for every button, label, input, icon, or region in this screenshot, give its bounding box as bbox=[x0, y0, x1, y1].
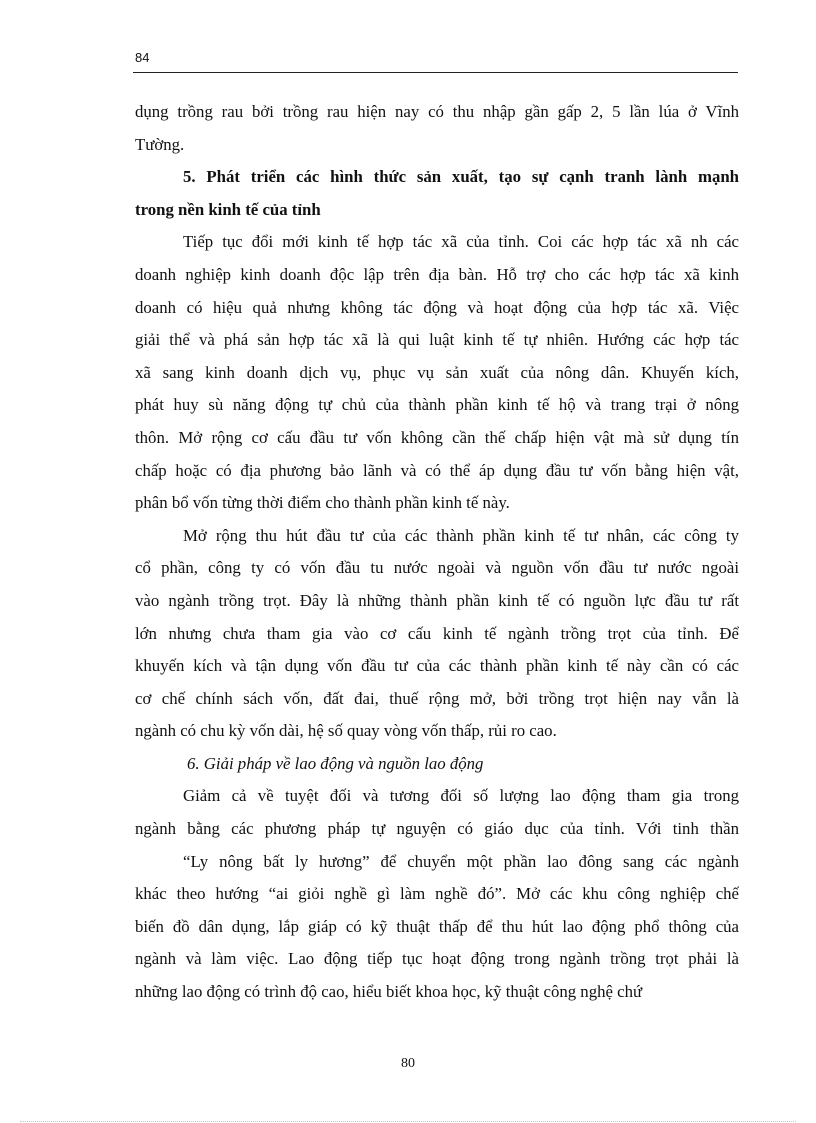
text-line: Giảm cả về tuyệt đối và tương đối số lượng lao động tham gia trong bbox=[183, 786, 739, 806]
text-line: cổ phần, công ty có vốn đầu tu nước ngoài và nguồn vốn đầu tư nước ngoài bbox=[135, 558, 739, 578]
section-heading: trong nền kinh tế của tỉnh bbox=[135, 199, 321, 219]
body-text bbox=[135, 96, 739, 1009]
text-line: “Ly nông bất ly hương” để chuyển một phần lao đông sang các ngành bbox=[183, 851, 739, 871]
text-line: Mở rộng thu hút đầu tư của các thành phần kinh tế tư nhân, các công ty bbox=[183, 525, 739, 545]
page-edge-divider bbox=[20, 1121, 796, 1122]
text-line: những lao động có trình độ cao, hiểu biết khoa học, kỹ thuật công nghệ chứ bbox=[135, 982, 643, 1002]
text-line: khuyến kích và tận dụng vốn đầu tư của các thành phần kinh tế này cần có các bbox=[135, 656, 739, 676]
text-line: vào ngành trồng trọt. Đây là những thành phần kinh tế có nguồn lực đầu tư rất bbox=[135, 590, 739, 610]
text-line: khác theo hướng “ai giỏi nghề gì làm nghề đó”. Mở các khu công nghiệp chế bbox=[135, 884, 739, 904]
text-line: phát huy sù năng động tự chủ của thành phần kinh tế hộ và trang trại ở nông bbox=[135, 395, 739, 415]
text-line: giải thể và phá sản hợp tác xã là qui luật kinh tế tự nhiên. Hướng các hợp tác bbox=[135, 330, 739, 350]
text-line: xã sang kinh doanh dịch vụ, phục vụ sản xuất của nông dân. Khuyến kích, bbox=[135, 362, 739, 382]
header-rule bbox=[133, 72, 738, 73]
section-heading: 6. Giải pháp về lao động và nguồn lao động bbox=[187, 753, 484, 773]
header-page-number: 84 bbox=[135, 50, 150, 65]
text-line: dụng trồng rau bởi trồng rau hiện nay có thu nhập gần gấp 2, 5 lần lúa ở Vĩnh bbox=[135, 102, 739, 121]
section-heading: 5. Phát triển các hình thức sản xuất, tạo sự cạnh tranh lành mạnh bbox=[183, 167, 739, 187]
text-line: ngành bằng các phương pháp tự nguyện có giáo dục của tỉnh. Với tinh thần bbox=[135, 819, 739, 839]
text-line: ngành có chu kỳ vốn dài, hệ số quay vòng vốn thấp, rủi ro cao. bbox=[135, 721, 557, 741]
text-line: lớn nhưng chưa tham gia vào cơ cấu kinh tế ngành trồng trọt của tỉnh. Để bbox=[135, 623, 739, 643]
text-line: biến đồ dân dụng, lắp giáp có kỹ thuật thấp để thu hút lao động phổ thông của bbox=[135, 916, 739, 936]
text-line: phân bổ vốn từng thời điểm cho thành phần kinh tế này. bbox=[135, 493, 510, 513]
text-line: Tiếp tục đổi mới kinh tế hợp tác xã của tỉnh. Coi các hợp tác xã nh các bbox=[183, 232, 739, 252]
text-line: doanh có hiệu quả nhưng không tác động và hoạt động của hợp tác xã. Việc bbox=[135, 297, 739, 317]
text-line: ngành và làm việc. Lao động tiếp tục hoạt động trong ngành trồng trọt phải là bbox=[135, 949, 739, 969]
text-line: thôn. Mở rộng cơ cấu đầu tư vốn không cần thế chấp hiện vật mà sử dụng tín bbox=[135, 427, 739, 447]
text-line: chấp hoặc có địa phương bảo lãnh và có thể áp dụng đầu tư vốn bằng hiện vật, bbox=[135, 460, 739, 480]
text-line: cơ chế chính sách vốn, đất đai, thuế rộng mở, bởi trồng trọt hiện nay vẫn là bbox=[135, 688, 739, 708]
footer-page-number: 80 bbox=[401, 1056, 415, 1071]
text-line: doanh nghiệp kinh doanh độc lập trên địa bàn. Hỗ trợ cho các hợp tác xã kinh bbox=[135, 264, 739, 284]
text-line: Tường. bbox=[135, 134, 185, 154]
